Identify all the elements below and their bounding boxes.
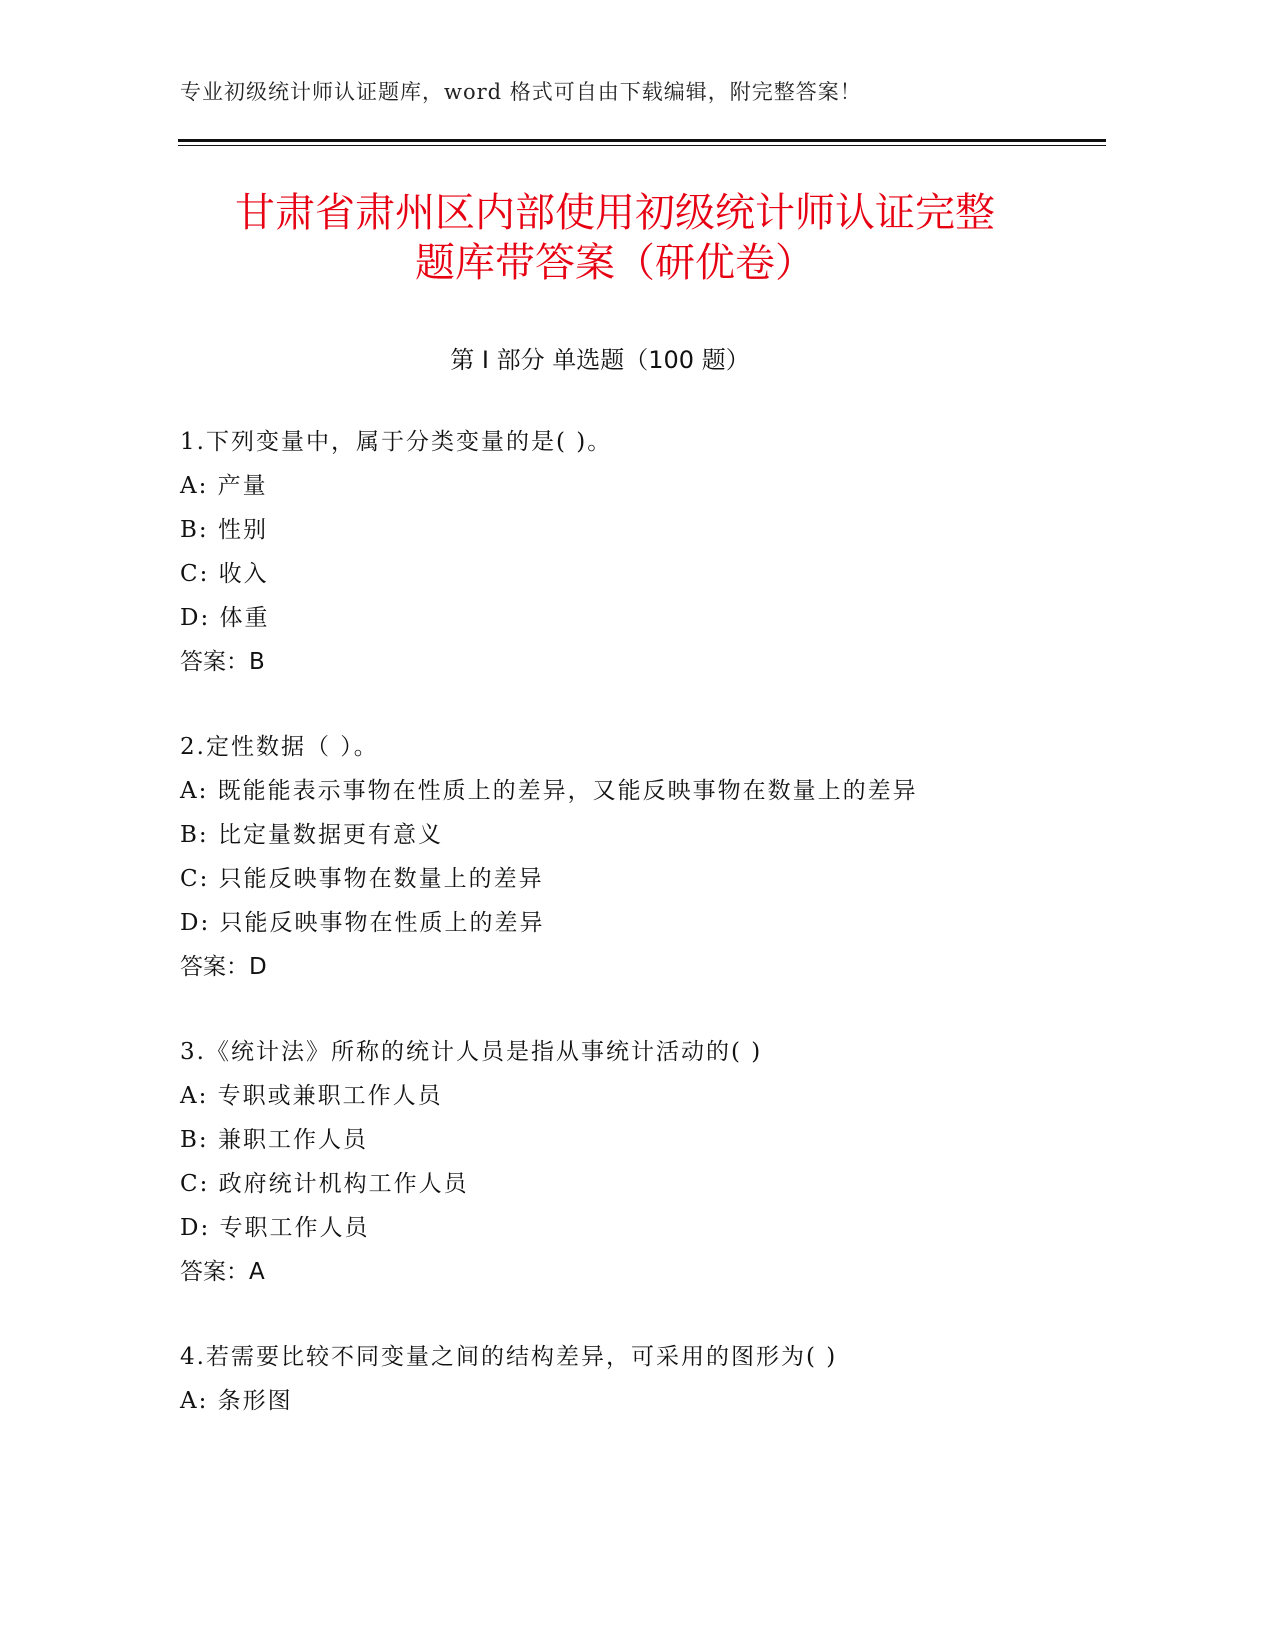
document-title [170,188,1060,288]
question-2 [180,725,1080,989]
question-stem: 3.《统计法》所称的统计人员是指从事统计活动的( ) [180,1039,763,1065]
section-title: 第 I 部分 单选题（100 题） [450,346,750,374]
option-d: D: 专职工作人员 [180,1215,370,1241]
option-a: A: 既能能表示事物在性质上的差异，又能反映事物在数量上的差异 [180,778,918,804]
option-a: A: 专职或兼职工作人员 [180,1083,443,1109]
header-rule-thin [178,145,1106,146]
option-d: D: 体重 [180,605,270,631]
document-title-line-1: 甘肃省肃州区内部使用初级统计师认证完整 [235,190,995,236]
document-title-line-2: 题库带答案（研优卷） [415,240,815,286]
header-rule-thick [178,139,1106,142]
question-4 [180,1335,1080,1423]
option-c: C: 政府统计机构工作人员 [180,1171,469,1197]
question-1 [180,420,1080,684]
option-a: A: 产量 [180,473,268,499]
option-d: D: 只能反映事物在性质上的差异 [180,910,545,936]
option-c: C: 收入 [180,561,269,587]
question-3 [180,1030,1080,1294]
option-b: B: 性别 [180,517,268,543]
question-stem: 4.若需要比较不同变量之间的结构差异，可采用的图形为( ) [180,1344,838,1370]
answer-line: 答案：A [180,1259,265,1285]
question-stem: 1.下列变量中，属于分类变量的是( )。 [180,429,613,455]
answer-line: 答案：D [180,954,267,980]
option-a: A: 条形图 [180,1388,293,1414]
question-stem: 2.定性数据（ ）。 [180,734,379,760]
option-b: B: 比定量数据更有意义 [180,822,443,848]
answer-line: 答案：B [180,649,265,675]
option-b: B: 兼职工作人员 [180,1127,368,1153]
option-c: C: 只能反映事物在数量上的差异 [180,866,544,892]
header-note: 专业初级统计师认证题库，word 格式可自由下载编辑，附完整答案！ [180,80,862,104]
